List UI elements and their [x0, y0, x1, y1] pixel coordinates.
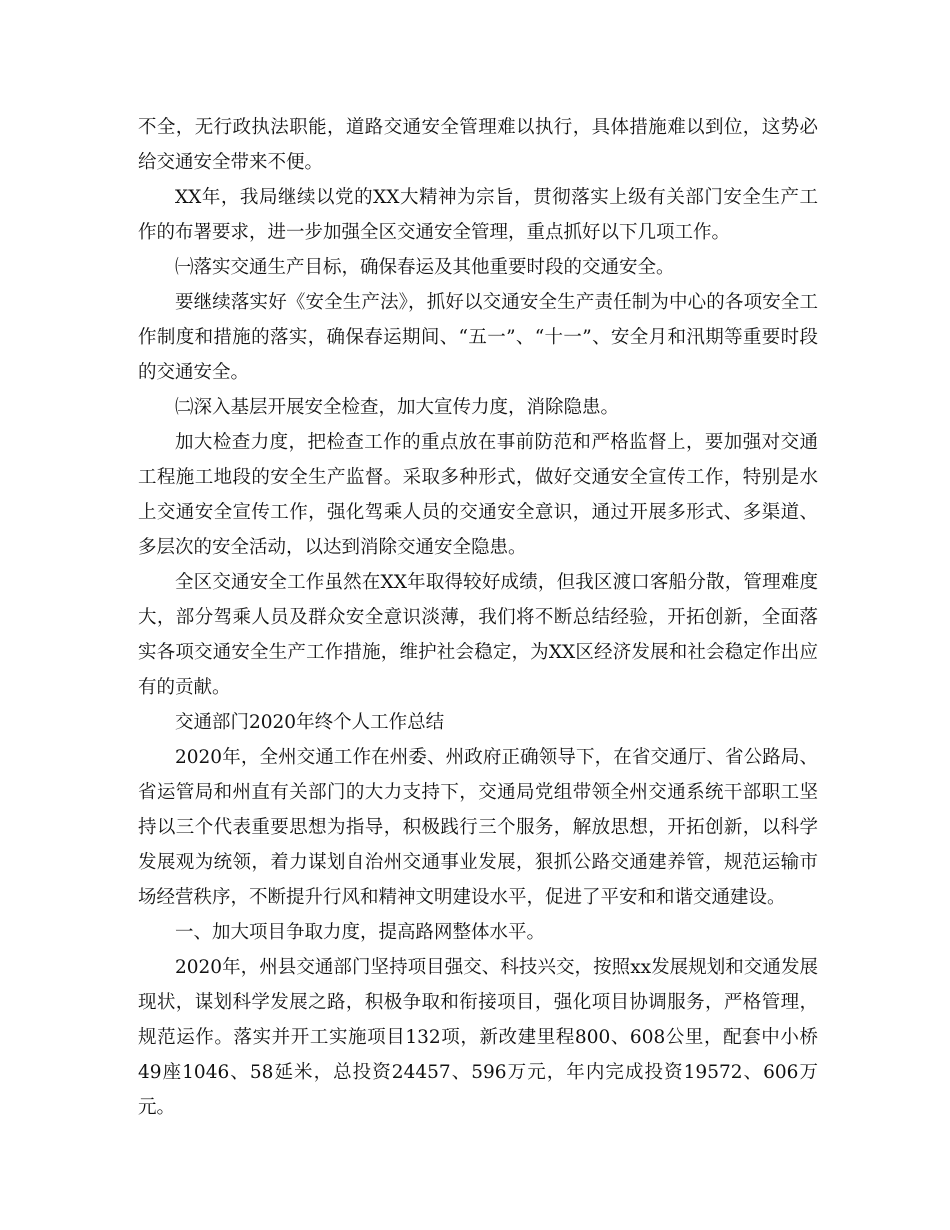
paragraph-conclusion: 全区交通安全工作虽然在XX年取得较好成绩，但我区渡口客船分散，管理难度大，部分驾乘人员及群众安全意识淡薄，我们将不断总结经验，开拓创新，全面落实各项交通安全生产工作措施，维护社会稳定，为XX区经济发展和社会稳定作出应有的贡献。: [138, 572, 818, 698]
document-body: [138, 110, 818, 1125]
section-heading-inspections: ㈡深入基层开展安全检查，加大宣传力度，消除隐患。: [175, 397, 620, 418]
paragraph-project-details: 2020年，州县交通部门坚持项目强交、科技兴交，按照xx发展规划和交通发展现状，谋划科学发展之路，积极争取和衔接项目，强化项目协调服务，严格管理，规范运作。落实并开工实施项目132项，新改建里程800、608公里，配套中小桥49座1046、58延米，总投资24457、596万元，年内完成投资19572、606万元。: [138, 957, 818, 1118]
paragraph-work-plan-intro: XX年，我局继续以党的XX大精神为宗旨，贯彻落实上级有关部门安全生产工作的布署要求，进一步加强全区交通安全管理，重点抓好以下几项工作。: [138, 187, 818, 243]
document-title: 交通部门2020年终个人工作总结: [175, 712, 445, 733]
section-heading-production-targets: ㈠落实交通生产目标，确保春运及其他重要时段的交通安全。: [175, 257, 675, 278]
paragraph-continuation: 不全，无行政执法职能，道路交通安全管理难以执行，具体措施难以到位，这势必给交通安全带来不便。: [138, 117, 818, 173]
paragraph-inspection-details: 加大检查力度，把检查工作的重点放在事前防范和严格监督上，要加强对交通工程施工地段的安全生产监督。采取多种形式，做好交通安全宣传工作，特别是水上交通安全宣传工作，强化驾乘人员的交通安全意识，通过开展多形式、多渠道、多层次的安全活动，以达到消除交通安全隐患。: [138, 432, 818, 558]
paragraph-safety-law: 要继续落实好《安全生产法》，抓好以交通安全生产责任制为中心的各项安全工作制度和措施的落实，确保春运期间、“五一”、“十一”、安全月和汛期等重要时段的交通安全。: [138, 292, 818, 383]
paragraph-annual-overview: 2020年，全州交通工作在州委、州政府正确领导下，在省交通厅、省公路局、省运管局和州直有关部门的大力支持下，交通局党组带领全州交通系统干部职工坚持以三个代表重要思想为指导，积极践行三个服务，解放思想，开拓创新，以科学发展观为统领，着力谋划自治州交通事业发展，狠抓公路交通建养管，规范运输市场经营秩序，不断提升行风和精神文明建设水平，促进了平安和和谐交通建设。: [138, 747, 818, 908]
section-heading-projects: 一、加大项目争取力度，提高路网整体水平。: [175, 922, 546, 943]
